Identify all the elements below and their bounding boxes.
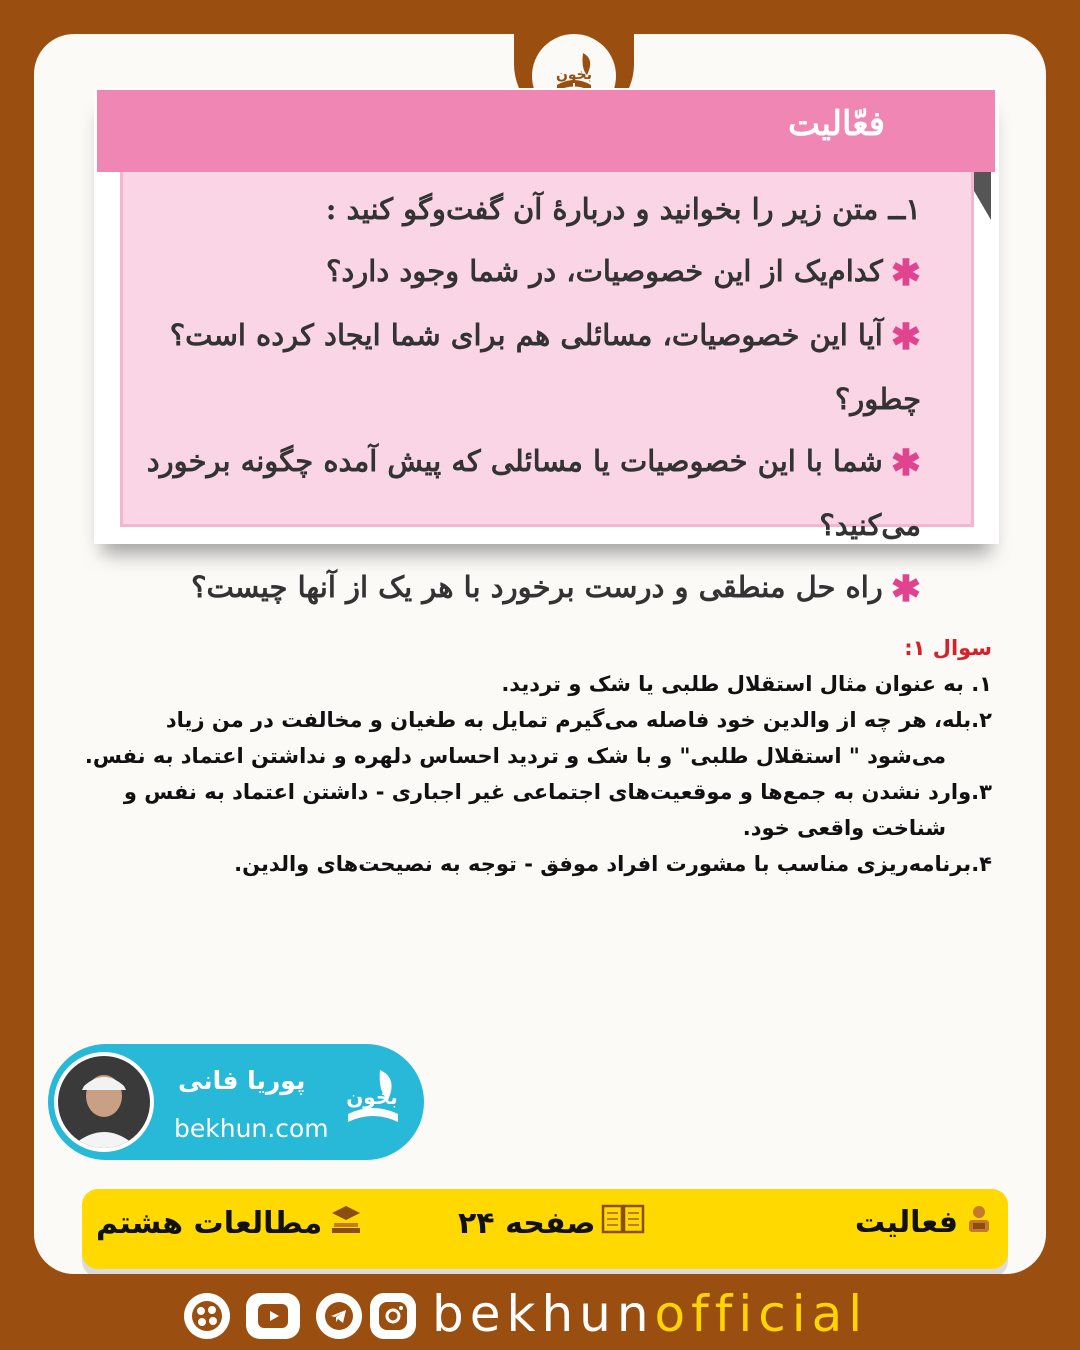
- answer-item-continued: شناخت واقعی خود.: [742, 816, 946, 840]
- author-name: پوریا فانی: [178, 1066, 306, 1095]
- author-website-link[interactable]: bekhun.com: [174, 1114, 329, 1143]
- asterisk-icon: ✱: [890, 252, 921, 294]
- textbook-question: ✱آیا این خصوصیات، مسائلی هم برای شما ایجاد کرده است؟ چطور؟: [169, 316, 921, 416]
- answer-item: ۴.برنامه‌ریزی مناسب با مشورت افراد موفق - توجه به نصیحت‌های والدین.: [234, 852, 992, 876]
- textbook-header: [97, 90, 995, 172]
- textbook-instruction: ۱ــ متن زیر را بخوانید و دربارهٔ آن گفت‌وگو کنید :: [325, 192, 921, 226]
- activity-label: فعالیت: [855, 1203, 994, 1241]
- asterisk-icon: ✱: [890, 316, 921, 358]
- answers-section: [72, 630, 992, 882]
- page-number-label: صفحه ۲۴: [458, 1203, 645, 1243]
- youtube-icon[interactable]: [246, 1293, 300, 1339]
- telegram-icon[interactable]: [316, 1293, 362, 1339]
- main-card: [34, 34, 1046, 1274]
- question-heading: سوال ۱:: [904, 636, 992, 660]
- open-book-icon: [601, 1203, 645, 1243]
- textbook-title: فعّالیت: [787, 104, 885, 144]
- bekhun-logo-icon: [334, 1060, 412, 1144]
- textbook-excerpt: [94, 88, 999, 610]
- textbook-question: ✱شما با این خصوصیات یا مسائلی که پیش آمده چگونه برخورد می‌کنید؟: [146, 442, 921, 542]
- asterisk-icon: ✱: [890, 442, 921, 484]
- instagram-icon[interactable]: [370, 1293, 416, 1339]
- subject-label: مطالعات هشتم: [96, 1203, 364, 1243]
- textbook-question: ✱راه حل منطقی و درست برخورد با هر یک از آنها چیست؟: [191, 568, 921, 610]
- graduation-cap-books-icon: [328, 1203, 364, 1243]
- answer-item-continued: می‌شود " استقلال طلبی" و با شک و تردید احساس دلهره و نداشتن اعتماد به نفس.: [84, 744, 946, 768]
- aparat-icon[interactable]: [184, 1293, 230, 1339]
- svg-text:بخون: بخون: [555, 67, 593, 83]
- textbook-lines: [141, 178, 921, 620]
- teacher-icon: [964, 1203, 994, 1241]
- answer-item: ۳.وارد نشدن به جمع‌ها و موقعیت‌های اجتماعی غیر اجباری - داشتن اعتماد به نفس و: [123, 780, 992, 804]
- asterisk-icon: ✱: [890, 568, 921, 610]
- author-card[interactable]: [48, 1044, 424, 1160]
- avatar: [54, 1052, 154, 1152]
- textbook-body: [120, 172, 974, 610]
- answer-item: ۲.بله، هر چه از والدین خود فاصله می‌گیرم تمایل به طغیان و مخالفت در من زیاد: [165, 708, 992, 732]
- answer-item: ۱. به عنوان مثال استقلال طلبی یا شک و تردید.: [501, 672, 992, 696]
- textbook-question: ✱کدام‌یک از این خصوصیات، در شما وجود دارد؟: [325, 252, 921, 294]
- info-bar: [82, 1189, 1008, 1269]
- social-bar: [0, 1285, 1080, 1350]
- social-handle[interactable]: bekhunofficial: [432, 1285, 869, 1343]
- svg-text:بخون: بخون: [346, 1085, 398, 1109]
